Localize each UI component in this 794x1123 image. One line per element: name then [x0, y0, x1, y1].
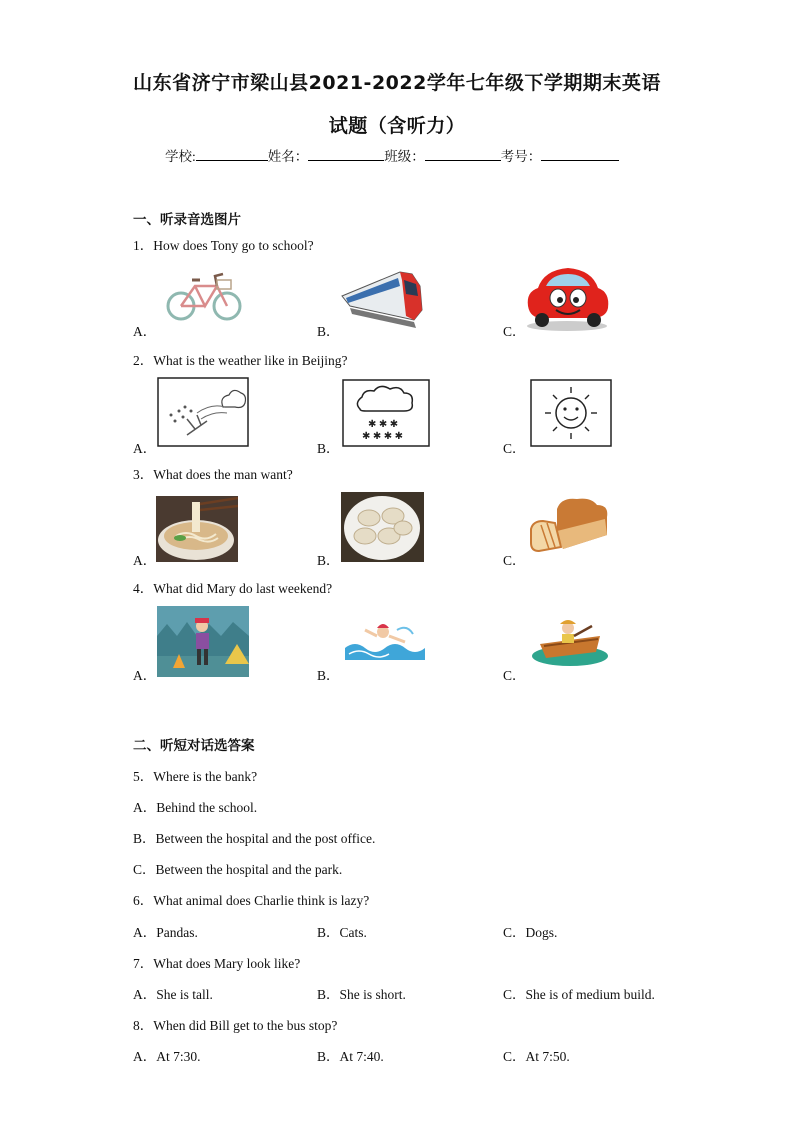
- svg-text:✱ ✱ ✱ ✱: ✱ ✱ ✱ ✱: [362, 431, 404, 442]
- option-a[interactable]: A．At 7:30.: [133, 1049, 201, 1064]
- option-a[interactable]: A．: [133, 553, 157, 568]
- student-info-row: [165, 145, 619, 165]
- name-label: 姓名：: [267, 149, 309, 164]
- boating-icon: [530, 614, 610, 668]
- car-icon: [522, 262, 612, 332]
- option-b[interactable]: B．At 7:40.: [317, 1049, 384, 1064]
- question-4: 4．What did Mary do last weekend?: [133, 581, 333, 596]
- question-8: 8．When did Bill get to the bus stop?: [133, 1018, 338, 1033]
- bread-icon: [527, 495, 611, 557]
- option-c[interactable]: C．Dogs.: [503, 925, 558, 940]
- question-6: 6．What animal does Charlie think is lazy?: [133, 893, 370, 908]
- swimming-icon: [343, 614, 427, 668]
- option-a[interactable]: A．She is tall.: [133, 987, 213, 1002]
- section-heading-2: 二、听短对话选答案: [133, 738, 255, 754]
- class-label: 班级：: [384, 149, 425, 164]
- dumplings-icon: [341, 492, 424, 562]
- option-a[interactable]: A．: [133, 668, 157, 683]
- option-c[interactable]: C．At 7:50.: [503, 1049, 570, 1064]
- option-b[interactable]: B．: [317, 441, 340, 456]
- option-a[interactable]: A．Pandas.: [133, 925, 198, 940]
- option-c[interactable]: C．She is of medium build.: [503, 987, 655, 1002]
- option-a[interactable]: A．: [133, 441, 157, 456]
- option-c[interactable]: C．: [503, 441, 526, 456]
- windy-icon: [157, 377, 249, 447]
- option-b[interactable]: B．She is short.: [317, 987, 406, 1002]
- class-field[interactable]: [425, 146, 501, 161]
- school-label: 学校:: [165, 149, 196, 164]
- option-b[interactable]: B．: [317, 324, 340, 339]
- question-3: 3．What does the man want?: [133, 467, 293, 482]
- camping-icon: [157, 606, 249, 677]
- school-field[interactable]: [196, 146, 268, 161]
- option-b[interactable]: B．: [317, 553, 340, 568]
- sunny-icon: [530, 379, 612, 447]
- noodles-icon: [156, 496, 238, 562]
- option-c[interactable]: C．: [503, 668, 526, 683]
- option-c[interactable]: C．: [503, 553, 526, 568]
- option-a[interactable]: A．Behind the school.: [133, 800, 258, 815]
- question-1: 1．How does Tony go to school?: [133, 238, 314, 253]
- question-2: 2．What is the weather like in Beijing?: [133, 353, 348, 368]
- option-c[interactable]: C．Between the hospital and the park.: [133, 862, 343, 877]
- option-b[interactable]: B．: [317, 668, 340, 683]
- name-field[interactable]: [308, 146, 384, 161]
- bicycle-icon: [165, 266, 243, 324]
- section-heading-1: 一、听录音选图片: [133, 212, 241, 228]
- page-title: 山东省济宁市梁山县2021-2022学年七年级下学期期末英语: [133, 72, 661, 94]
- number-field[interactable]: [541, 146, 619, 161]
- train-icon: [340, 266, 424, 332]
- snowy-icon: [342, 379, 430, 447]
- option-c[interactable]: C．: [503, 324, 526, 339]
- question-7: 7．What does Mary look like?: [133, 956, 301, 971]
- svg-text:✱ ✱ ✱: ✱ ✱ ✱: [368, 419, 399, 430]
- option-b[interactable]: B．Cats.: [317, 925, 367, 940]
- question-5: 5．Where is the bank?: [133, 769, 258, 784]
- number-label: 考号：: [500, 149, 542, 164]
- option-a[interactable]: A．: [133, 324, 157, 339]
- page-title-line2: 试题（含听力）: [328, 115, 466, 137]
- option-b[interactable]: B．Between the hospital and the post office.: [133, 831, 376, 846]
